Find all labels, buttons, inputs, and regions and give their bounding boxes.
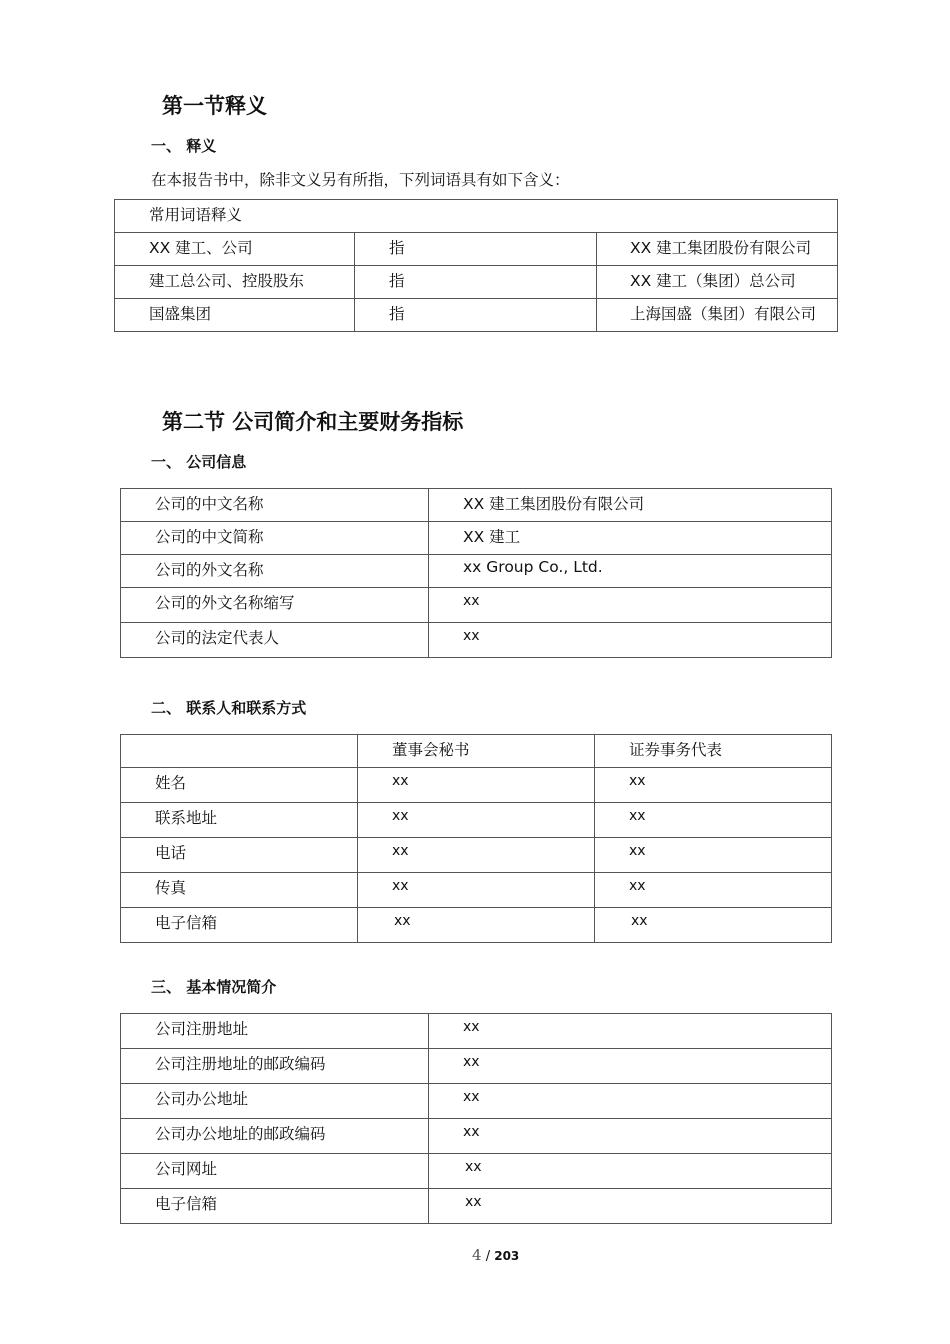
table-row — [121, 803, 832, 838]
label-cell: 姓名 — [121, 768, 358, 803]
table-row — [121, 623, 832, 658]
label-cell: 公司网址 — [121, 1154, 429, 1189]
value-cell: xx Group Co., Ltd. — [429, 555, 832, 588]
header-cell — [121, 735, 358, 768]
refers-cell: 指 — [355, 299, 597, 332]
value-cell: xx — [429, 1154, 832, 1189]
table-header-row — [121, 735, 832, 768]
representative-cell: xx — [595, 908, 832, 943]
table-row — [115, 266, 838, 299]
section-1-intro: 在本报告书中，除非文义另有所指，下列词语具有如下含义： — [151, 171, 570, 189]
label-cell: 电子信箱 — [121, 1189, 429, 1224]
term-cell: 国盛集团 — [115, 299, 355, 332]
table-row — [121, 588, 832, 623]
meaning-cell: XX 建工集团股份有限公司 — [597, 233, 838, 266]
value-cell: xx — [429, 623, 832, 658]
meaning-cell: 上海国盛（集团）有限公司 — [597, 299, 838, 332]
company-info-table — [120, 488, 832, 658]
definitions-header: 常用词语释义 — [115, 200, 838, 233]
label-cell: 公司的法定代表人 — [121, 623, 429, 658]
table-row — [121, 489, 832, 522]
header-cell: 董事会秘书 — [358, 735, 595, 768]
label-cell: 公司的中文名称 — [121, 489, 429, 522]
secretary-cell: xx — [358, 838, 595, 873]
label-cell: 公司的外文名称缩写 — [121, 588, 429, 623]
label-cell: 公司办公地址 — [121, 1084, 429, 1119]
label-cell: 传真 — [121, 873, 358, 908]
table-row — [115, 233, 838, 266]
secretary-cell: xx — [358, 803, 595, 838]
page-number — [472, 1246, 519, 1264]
representative-cell: xx — [595, 873, 832, 908]
label-cell: 公司的外文名称 — [121, 555, 429, 588]
contacts-title: 二、 联系人和联系方式 — [151, 699, 307, 717]
value-cell: xx — [429, 1119, 832, 1154]
value-cell: XX 建工集团股份有限公司 — [429, 489, 832, 522]
table-row — [121, 1084, 832, 1119]
current-page: 4 — [472, 1246, 482, 1264]
refers-cell: 指 — [355, 233, 597, 266]
label-cell: 电子信箱 — [121, 908, 358, 943]
contacts-table — [120, 734, 832, 943]
value-cell: xx — [429, 1049, 832, 1084]
table-row — [121, 1049, 832, 1084]
definitions-table — [114, 199, 838, 332]
section-1-subtitle: 一、 释义 — [151, 137, 217, 155]
secretary-cell: xx — [358, 873, 595, 908]
table-row — [121, 838, 832, 873]
label-cell: 公司的中文简称 — [121, 522, 429, 555]
value-cell: xx — [429, 1189, 832, 1224]
term-cell: XX 建工、公司 — [115, 233, 355, 266]
label-cell: 联系地址 — [121, 803, 358, 838]
refers-cell: 指 — [355, 266, 597, 299]
table-row — [121, 908, 832, 943]
table-row — [121, 873, 832, 908]
table-row — [121, 522, 832, 555]
total-pages: 203 — [494, 1249, 520, 1263]
value-cell: xx — [429, 1014, 832, 1049]
term-cell: 建工总公司、控股股东 — [115, 266, 355, 299]
basic-info-title: 三、 基本情况简介 — [151, 978, 277, 996]
table-row — [121, 555, 832, 588]
page-separator: / — [485, 1249, 491, 1264]
value-cell: xx — [429, 1084, 832, 1119]
section-1-title: 第一节释义 — [162, 94, 267, 118]
representative-cell: xx — [595, 803, 832, 838]
label-cell: 公司注册地址的邮政编码 — [121, 1049, 429, 1084]
table-row — [121, 1119, 832, 1154]
header-cell: 证券事务代表 — [595, 735, 832, 768]
label-cell: 电话 — [121, 838, 358, 873]
representative-cell: xx — [595, 768, 832, 803]
section-2-title: 第二节 公司简介和主要财务指标 — [162, 410, 464, 434]
table-row — [121, 1014, 832, 1049]
representative-cell: xx — [595, 838, 832, 873]
table-row — [121, 1154, 832, 1189]
table-header-row — [115, 200, 838, 233]
value-cell: xx — [429, 588, 832, 623]
table-row — [121, 768, 832, 803]
label-cell: 公司办公地址的邮政编码 — [121, 1119, 429, 1154]
table-row — [115, 299, 838, 332]
secretary-cell: xx — [358, 768, 595, 803]
secretary-cell: xx — [358, 908, 595, 943]
basic-info-table — [120, 1013, 832, 1224]
meaning-cell: XX 建工（集团）总公司 — [597, 266, 838, 299]
table-row — [121, 1189, 832, 1224]
company-info-title: 一、 公司信息 — [151, 453, 247, 471]
value-cell: XX 建工 — [429, 522, 832, 555]
label-cell: 公司注册地址 — [121, 1014, 429, 1049]
